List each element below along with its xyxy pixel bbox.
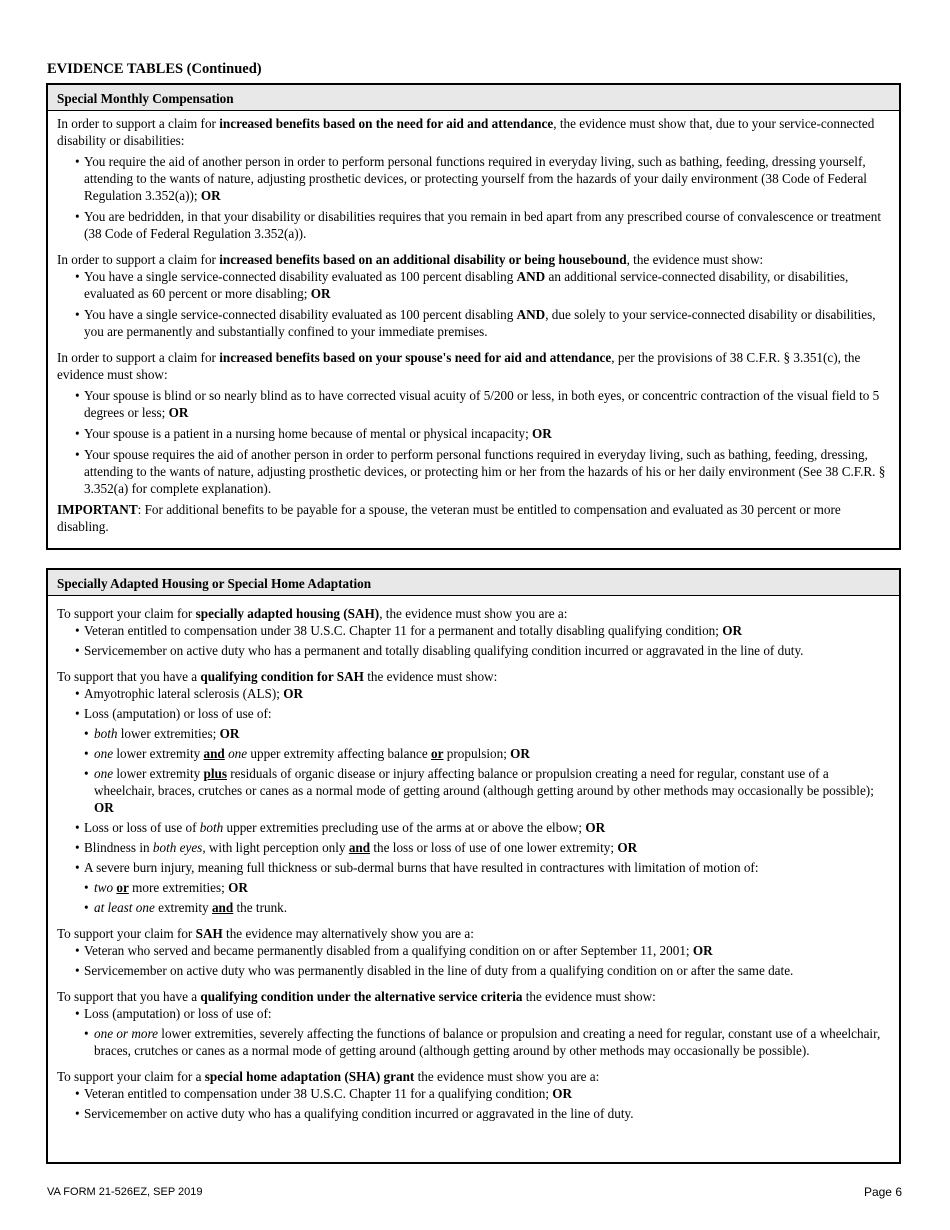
section-header: Special Monthly Compensation <box>48 85 899 111</box>
form-id: VA FORM 21-526EZ, SEP 2019 <box>47 1186 203 1198</box>
alternative-sah-intro: To support your claim for SAH the evidence may alternatively show you are a: <box>57 926 474 941</box>
list-item: • Amyotrophic lateral sclerosis (ALS); OR <box>57 685 890 702</box>
list-item: • Your spouse is a patient in a nursing home because of mental or physical incapacity; OR <box>57 425 890 442</box>
list-item: • Loss (amputation) or loss of use of: <box>57 705 890 722</box>
alternative-criteria-intro: To support that you have a qualifying condition under the alternative service criteria the evidence must show: <box>57 989 656 1004</box>
list-item: • both lower extremities; OR <box>57 725 890 742</box>
list-item: • Veteran entitled to compensation under 38 U.S.C. Chapter 11 for a permanent and totally disabling qualifying condition; OR <box>57 622 890 639</box>
special-monthly-compensation-table <box>46 83 901 550</box>
list-item: • Servicemember on active duty who was permanently disabled in the line of duty from a qualifying condition on or after the same date. <box>57 962 890 979</box>
sha-intro: To support your claim for a special home adaptation (SHA) grant the evidence must show you are a: <box>57 1069 600 1084</box>
list-item: • at least one extremity and the trunk. <box>57 899 890 916</box>
list-item: • You require the aid of another person in order to perform personal functions required in everyday living, such as bathing, feeding, dressing yourself, attending to the wants of nature, adjusting prosthetic devices, or protecting yourself from the hazards of your daily environment (38 Code of Federal Regulation 3.352(a)); OR <box>57 153 890 204</box>
page-title: EVIDENCE TABLES (Continued) <box>47 61 262 77</box>
page-number: Page 6 <box>863 1185 902 1199</box>
section-header: Specially Adapted Housing or Special Home Adaptation <box>48 570 899 596</box>
list-item: • Blindness in both eyes, with light perception only and the loss or loss of use of one lower extremity; OR <box>57 839 890 856</box>
spouse-intro: In order to support a claim for increased benefits based on your spouse's need for aid and attendance, per the provisions of 38 C.F.R. § 3.351(c), the evidence must show: <box>57 350 861 382</box>
sah-intro: To support your claim for specially adapted housing (SAH), the evidence must show you are a: <box>57 606 568 621</box>
list-item: • Servicemember on active duty who has a qualifying condition incurred or aggravated in the line of duty. <box>57 1105 890 1122</box>
list-item: • Your spouse is blind or so nearly blind as to have corrected visual acuity of 5/200 or less, in both eyes, or concentric contraction of the visual field to 5 degrees or less; OR <box>57 387 890 421</box>
list-item: • one lower extremity and one upper extremity affecting balance or propulsion; OR <box>57 745 890 762</box>
important-note: IMPORTANT: For additional benefits to be payable for a spouse, the veteran must be entitled to compensation and evaluated as 30 percent or more disabling. <box>57 502 841 534</box>
specially-adapted-housing-table <box>46 568 901 1164</box>
housebound-intro: In order to support a claim for increased benefits based on an additional disability or being housebound, the evidence must show: <box>57 252 764 267</box>
list-item: • Loss (amputation) or loss of use of: <box>57 1005 890 1022</box>
qualifying-condition-intro: To support that you have a qualifying condition for SAH the evidence must show: <box>57 669 498 684</box>
list-item: • one or more lower extremities, severely affecting the functions of balance or propulsion and creating a need for regular, constant use of a wheelchair, braces, crutches or canes as a normal mode of getting around (although getting around by other methods may occasionally be possible). <box>57 1025 890 1059</box>
list-item: • Servicemember on active duty who has a permanent and totally disabling qualifying condition incurred or aggravated in the line of duty. <box>57 642 890 659</box>
list-item: • You are bedridden, in that your disability or disabilities requires that you remain in bed apart from any prescribed course of convalescence or treatment (38 Code of Federal Regulation 3.352(a)). <box>57 208 890 242</box>
list-item: • You have a single service-connected disability evaluated as 100 percent disabling AND an additional service-connected disability, or disabilities, evaluated as 60 percent or more disabling; OR <box>57 268 890 302</box>
list-item: • You have a single service-connected disability evaluated as 100 percent disabling AND, due solely to your service-connected disability or disabilities, you are permanently and substantially confined to your immediate premises. <box>57 306 890 340</box>
aid-attendance-intro: In order to support a claim for increased benefits based on the need for aid and attendance, the evidence must show that, due to your service-connected disability or disabilities: <box>57 116 875 148</box>
list-item: • Veteran who served and became permanently disabled from a qualifying condition on or after September 11, 2001; OR <box>57 942 890 959</box>
list-item: • A severe burn injury, meaning full thickness or sub-dermal burns that have resulted in contractures with limitation of motion of: <box>57 859 890 876</box>
list-item: • one lower extremity plus residuals of organic disease or injury affecting balance or propulsion creating a need for regular, constant use of a wheelchair, braces, crutches or canes as a normal mode of getting around (although getting around by other methods may occasionally be possible); OR <box>57 765 890 816</box>
list-item: • Loss or loss of use of both upper extremities precluding use of the arms at or above the elbow; OR <box>57 819 890 836</box>
list-item: • two or more extremities; OR <box>57 879 890 896</box>
list-item: • Your spouse requires the aid of another person in order to perform personal functions required in everyday living, such as bathing, feeding, dressing, attending to the wants of nature, adjusting prosthetic devices, or protecting him or her from the hazards of his or her daily environment (See 38 C.F.R. § 3.352(a) for complete explanation). <box>57 446 890 497</box>
list-item: • Veteran entitled to compensation under 38 U.S.C. Chapter 11 for a qualifying condition; OR <box>57 1085 890 1102</box>
